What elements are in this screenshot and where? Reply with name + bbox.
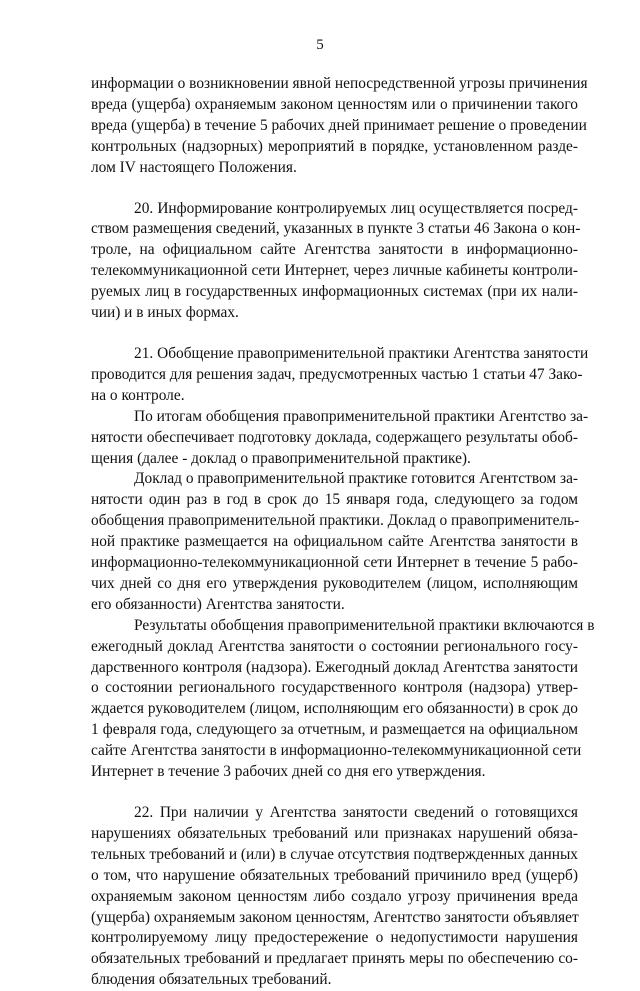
paragraph-22	[91, 803, 578, 991]
text-line: нарушениях обязательных требований или признаках нарушений обяза-	[91, 824, 578, 842]
text-line: По итогам обобщения правоприменительной практики Агентство за-	[134, 407, 589, 425]
text-line: контрольных (надзорных) мероприятий в порядке, установленном разде-	[91, 137, 578, 155]
text-line: 1 февраля года, следующего за отчетным, и размещается на официальном	[91, 721, 578, 739]
text-line: Результаты обобщения правоприменительной практики включаются в	[134, 616, 595, 634]
paragraph-continuation	[91, 74, 588, 179]
text-line: информации о возникновении явной непосредственной угрозы причинения	[91, 75, 588, 92]
paragraph-gap	[91, 324, 578, 344]
text-line: контролируемому лицу предостережение о недопустимости нарушения	[91, 929, 578, 947]
text-line: нятости обеспечивает подготовку доклада, содержащего результаты обоб-	[91, 428, 578, 446]
text-line: тельных требований и (или) в случае отсутствия подтвержденных данных	[91, 845, 578, 863]
document-body	[91, 74, 595, 991]
paragraph-gap	[91, 179, 578, 199]
text-line: Доклад о правоприменительной практике готовится Агентством за-	[134, 470, 579, 488]
text-line: вреда (ущерба) охраняемым законом ценностям или о причинении такого	[91, 95, 578, 113]
text-line: 20. Информирование контролируемых лиц осуществляется посред-	[134, 199, 578, 217]
paragraph-gap	[91, 783, 578, 803]
text-line: Интернет в течение 3 рабочих дней со дня его утверждения.	[91, 763, 486, 781]
text-line: лом IV настоящего Положения.	[91, 158, 297, 176]
text-line: ежегодный доклад Агентства занятости о состоянии регионального госу-	[91, 637, 578, 655]
text-line: на о контроле.	[91, 386, 185, 404]
text-line: руемых лиц в государственных информационных системах (при их нали-	[91, 283, 578, 301]
text-line: чих дней со дня его утверждения руководителем (лицом, исполняющим	[91, 574, 578, 592]
text-line: о том, что нарушение обязательных требований причинило вред (ущерб)	[91, 866, 578, 884]
text-line: блюдения обязательных требований.	[91, 971, 332, 989]
paragraph-20	[91, 199, 581, 324]
text-line: ством размещения сведений, указанных в пункте 3 статьи 46 Закона о кон-	[91, 220, 581, 238]
text-line: обобщения правоприменительной практики. Доклад о правоприменитель-	[91, 512, 580, 530]
text-line: ной практике размещается на официальном сайте Агентства занятости в	[91, 533, 578, 551]
text-line: ждается руководителем (лицом, исполняющим его обязанности) в срок до	[91, 700, 578, 718]
paragraph-21	[91, 344, 589, 407]
text-line: телекоммуникационной сети Интернет, через личные кабинеты контроли-	[91, 262, 578, 280]
text-line: (ущерба) охраняемым законом ценностям, Агентство занятости объявляет	[91, 908, 579, 926]
paragraph-21-preparation	[91, 469, 578, 615]
text-line: вреда (ущерба) в течение 5 рабочих дней принимает решение о проведении	[91, 116, 587, 134]
text-line: 21. Обобщение правоприменительной практики Агентства занятости	[134, 344, 589, 362]
text-line: информационно-телекоммуникационной сети Интернет в течение 5 рабо-	[91, 554, 578, 572]
text-line: обязательных требований и предлагает принять меры по обеспечению со-	[91, 950, 578, 968]
text-line: троле, на официальном сайте Агентства занятости в информационно-	[91, 241, 578, 259]
paragraph-21-results	[91, 616, 595, 783]
text-line: сайте Агентства занятости в информационно-телекоммуникационной сети	[91, 742, 582, 760]
page-number: 5	[316, 37, 324, 53]
text-line: нятости один раз в год в срок до 15 января года, следующего за годом	[91, 491, 578, 509]
paragraph-21-report	[91, 407, 589, 470]
text-line: о состоянии регионального государственного контроля (надзора) утвер-	[91, 679, 578, 697]
text-line: проводится для решения задач, предусмотренных частью 1 статьи 47 Зако-	[91, 365, 583, 383]
text-line: 22. При наличии у Агентства занятости сведений о готовящихся	[134, 804, 578, 821]
text-line: охраняемым законом ценностям либо создало угрозу причинения вреда	[91, 887, 578, 905]
text-line: его обязанности) Агентства занятости.	[91, 595, 345, 613]
text-line: дарственного контроля (надзора). Ежегодный доклад Агентства занятости	[91, 658, 578, 676]
text-line: чии) и в иных формах.	[91, 304, 239, 322]
text-line: щения (далее - доклад о правоприменительной практике).	[91, 449, 471, 467]
